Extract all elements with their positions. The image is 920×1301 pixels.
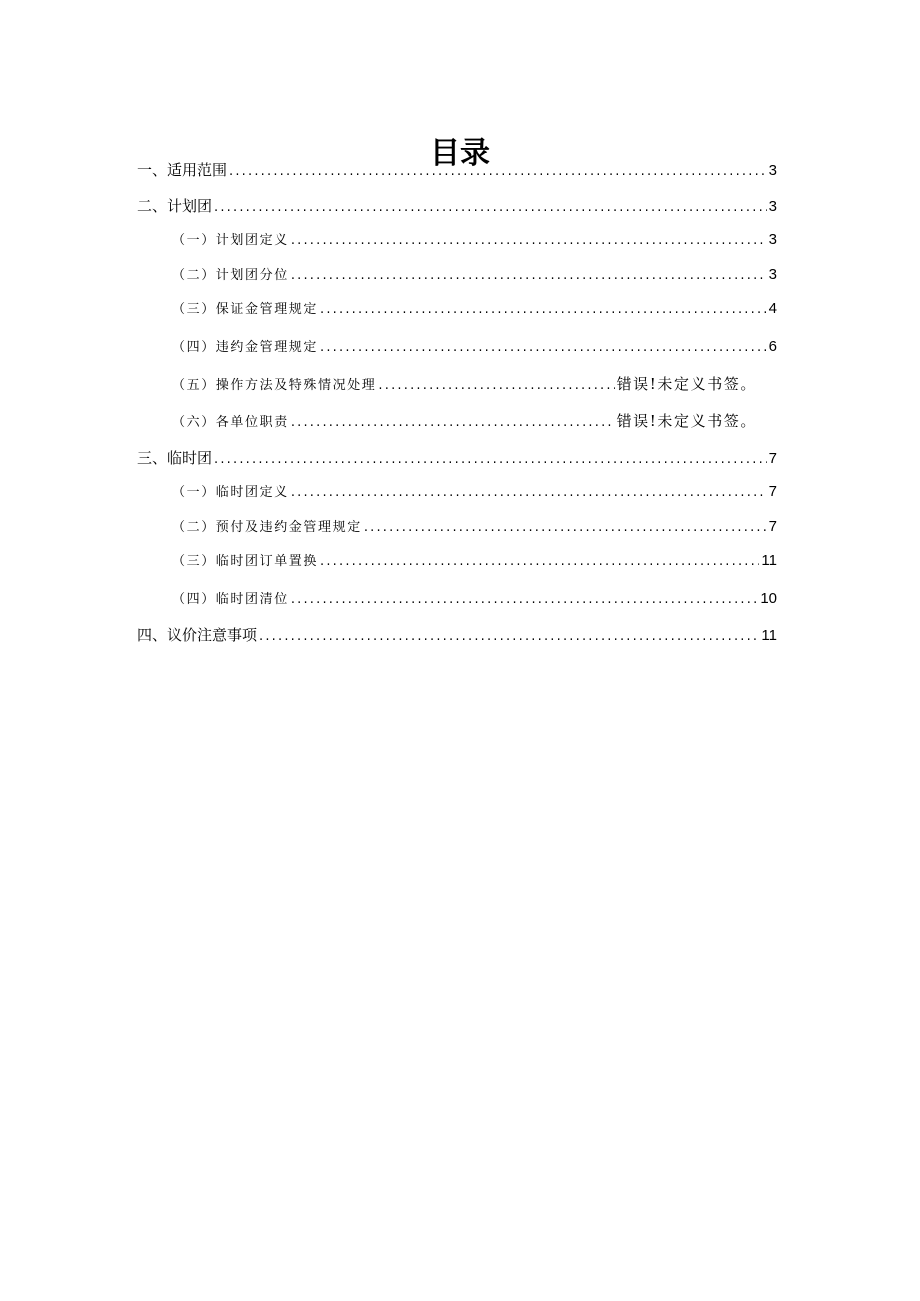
toc-entry-page: 7 (768, 483, 777, 500)
toc-entry[interactable] (137, 624, 777, 646)
toc-entry-label: （四）违约金管理规定 (172, 340, 319, 355)
toc-entry-label: （四）临时团清位 (172, 592, 289, 607)
toc-leader-dots (320, 551, 759, 573)
page-title: 目录 (430, 136, 490, 172)
toc-entry[interactable] (137, 447, 777, 469)
toc-entry[interactable] (172, 336, 777, 358)
toc-entry[interactable] (172, 410, 757, 432)
toc-entry-label: （五）操作方法及特殊情况处理 (172, 378, 377, 393)
toc-entry-label: （六）各单位职责 (172, 415, 289, 430)
toc-entry-label: 三、临时团 (137, 449, 213, 467)
toc-leader-dots (291, 230, 767, 252)
toc-leader-dots (214, 449, 767, 471)
toc-entry[interactable] (137, 159, 777, 181)
toc-entry-label: （一）计划团定义 (172, 233, 289, 248)
toc-entry-label: 四、议价注意事项 (137, 626, 258, 644)
toc-entry[interactable] (172, 264, 777, 286)
toc-entry[interactable] (172, 373, 757, 395)
toc-leader-dots (291, 265, 767, 287)
toc-entry[interactable] (172, 588, 777, 610)
toc-leader-dots (259, 626, 759, 648)
toc-entry-page: 错误!未定义书签。 (616, 412, 757, 430)
toc-leader-dots (320, 299, 767, 321)
toc-leader-dots (291, 589, 759, 611)
toc-entry-page: 7 (768, 450, 777, 467)
toc-entry[interactable] (172, 481, 777, 503)
toc-entry-page: 10 (760, 590, 777, 607)
toc-leader-dots (364, 517, 767, 539)
toc-entry[interactable] (172, 298, 777, 320)
toc-entry-label: 二、计划团 (137, 197, 213, 215)
toc-leader-dots (378, 375, 614, 397)
toc-entry-page: 错误!未定义书签。 (616, 375, 757, 393)
toc-entry[interactable] (172, 550, 777, 572)
toc-entry-page: 7 (768, 518, 777, 535)
toc-leader-dots (229, 161, 767, 183)
toc-entry[interactable] (137, 195, 777, 217)
toc-entry-page: 4 (768, 300, 777, 317)
toc-entry-page: 3 (768, 198, 777, 215)
toc-leader-dots (291, 412, 615, 434)
toc-entry-page: 6 (768, 338, 777, 355)
toc-entry-label: （三）保证金管理规定 (172, 302, 319, 317)
toc-entry-page: 11 (761, 552, 777, 569)
toc-entry-label: 一、适用范围 (137, 161, 228, 179)
toc-entry-page: 11 (761, 627, 777, 644)
toc-entry[interactable] (172, 229, 777, 251)
toc-entry-page: 3 (768, 231, 777, 248)
toc-entry-label: （一）临时团定义 (172, 485, 289, 500)
toc-entry-page: 3 (768, 162, 777, 179)
toc-entry-label: （二）计划团分位 (172, 268, 289, 283)
toc-entry-page: 3 (768, 266, 777, 283)
toc-leader-dots (291, 482, 767, 504)
toc-leader-dots (320, 337, 767, 359)
toc-entry[interactable] (172, 516, 777, 538)
toc-entry-label: （二）预付及违约金管理规定 (172, 520, 362, 535)
toc-entry-label: （三）临时团订单置换 (172, 554, 319, 569)
toc-leader-dots (214, 197, 767, 219)
